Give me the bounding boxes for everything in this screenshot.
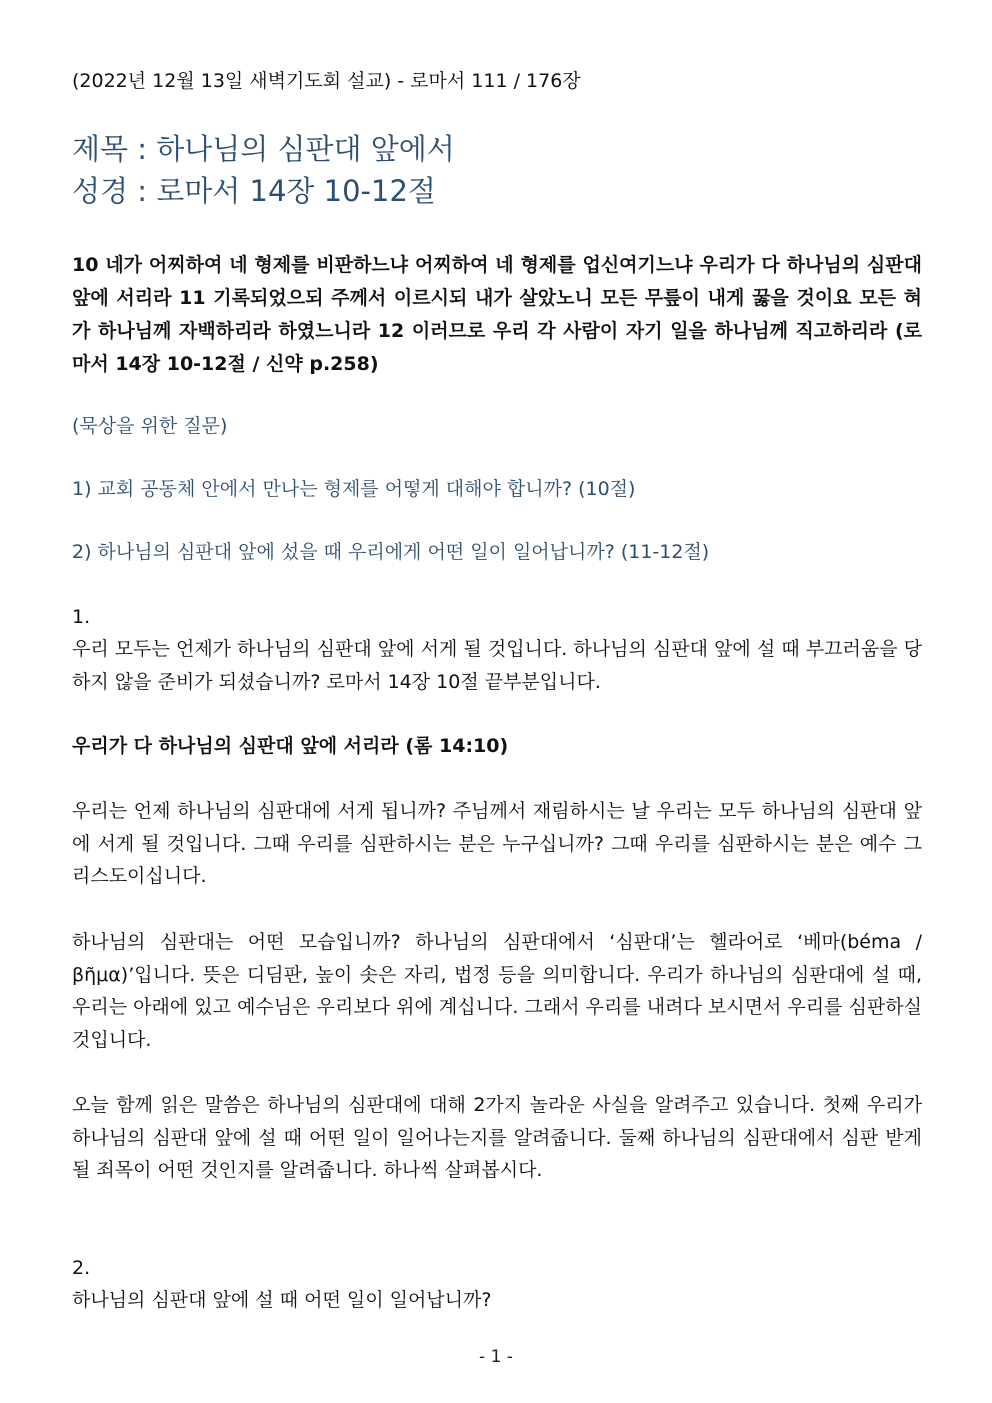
section-number-1: 1. bbox=[72, 606, 91, 628]
section1-paragraph-3: 오늘 함께 읽은 말씀은 하나님의 심판대에 대해 2가지 놀라운 사실을 알려주고 있습니다. 첫째 우리가 하나님의 심판대 앞에 설 때 어떤 일이 일어나는지를 알려줍니다. 둘째 하나님의 심판대에서 심판 받게 될 죄목이 어떤 것인지를 알려줍니다. 하나씩 살펴봅시다. bbox=[72, 1094, 922, 1181]
scripture-reference: 성경 : 로마서 14장 10-12절 bbox=[72, 174, 436, 208]
section1-intro: 우리 모두는 언제가 하나님의 심판대 앞에 서게 될 것입니다. 하나님의 심판대 앞에 설 때 부끄러움을 당하지 않을 준비가 되셨습니까? 로마서 14장 10절 끝부분입니다. bbox=[72, 638, 922, 693]
section1-paragraph-2: 하나님의 심판대는 어떤 모습입니까? 하나님의 심판대에서 ‘심판대’는 헬라어로 ‘베마(béma / βῆμα)’입니다. 뜻은 디딤판, 높이 솟은 자리, 법정 등을 의미합니다. 우리가 하나님의 심판대에 설 때, 우리는 아래에 있고 예수님은 우리보다 위에 계십니다. 그래서 우리를 내려다 보시면서 우리를 심판하실 것입니다. bbox=[72, 931, 922, 1051]
sermon-header: (2022년 12월 13일 새벽기도회 설교) - 로마서 111 / 176장 bbox=[72, 70, 581, 92]
sermon-title: 제목 : 하나님의 심판대 앞에서 bbox=[72, 132, 455, 166]
meditation-question-1: 1) 교회 공동체 안에서 만나는 형제를 어떻게 대해야 합니까? (10절) bbox=[72, 478, 636, 500]
key-verse: 우리가 다 하나님의 심판대 앞에 서리라 (롬 14:10) bbox=[72, 735, 509, 757]
section-number-2: 2. bbox=[72, 1257, 91, 1279]
title-block bbox=[72, 128, 455, 212]
meditation-heading: (묵상을 위한 질문) bbox=[72, 415, 228, 437]
page-number: - 1 - bbox=[479, 1347, 513, 1367]
section1-paragraph-1: 우리는 언제 하나님의 심판대에 서게 됩니까? 주님께서 재림하시는 날 우리는 모두 하나님의 심판대 앞에 서게 될 것입니다. 그때 우리를 심판하시는 분은 누구십니까? 그때 우리를 심판하시는 분은 예수 그리스도이십니다. bbox=[72, 800, 922, 887]
scripture-text: 10 네가 어찌하여 네 형제를 비판하느냐 어찌하여 네 형제를 업신여기느냐 우리가 다 하나님의 심판대 앞에 서리라 11 기록되었으되 주께서 이르시되 내가 살았노니 모든 무릎이 내게 꿇을 것이요 모든 혀가 하나님께 자백하리라 하였느니라 12 이러므로 우리 각 사람이 자기 일을 하나님께 직고하리라 (로마서 14장 10-12절 / 신약 p.258) bbox=[72, 254, 922, 375]
meditation-question-2: 2) 하나님의 심판대 앞에 섰을 때 우리에게 어떤 일이 일어납니까? (11-12절) bbox=[72, 541, 710, 563]
section2-heading: 하나님의 심판대 앞에 설 때 어떤 일이 일어납니까? bbox=[72, 1289, 492, 1311]
